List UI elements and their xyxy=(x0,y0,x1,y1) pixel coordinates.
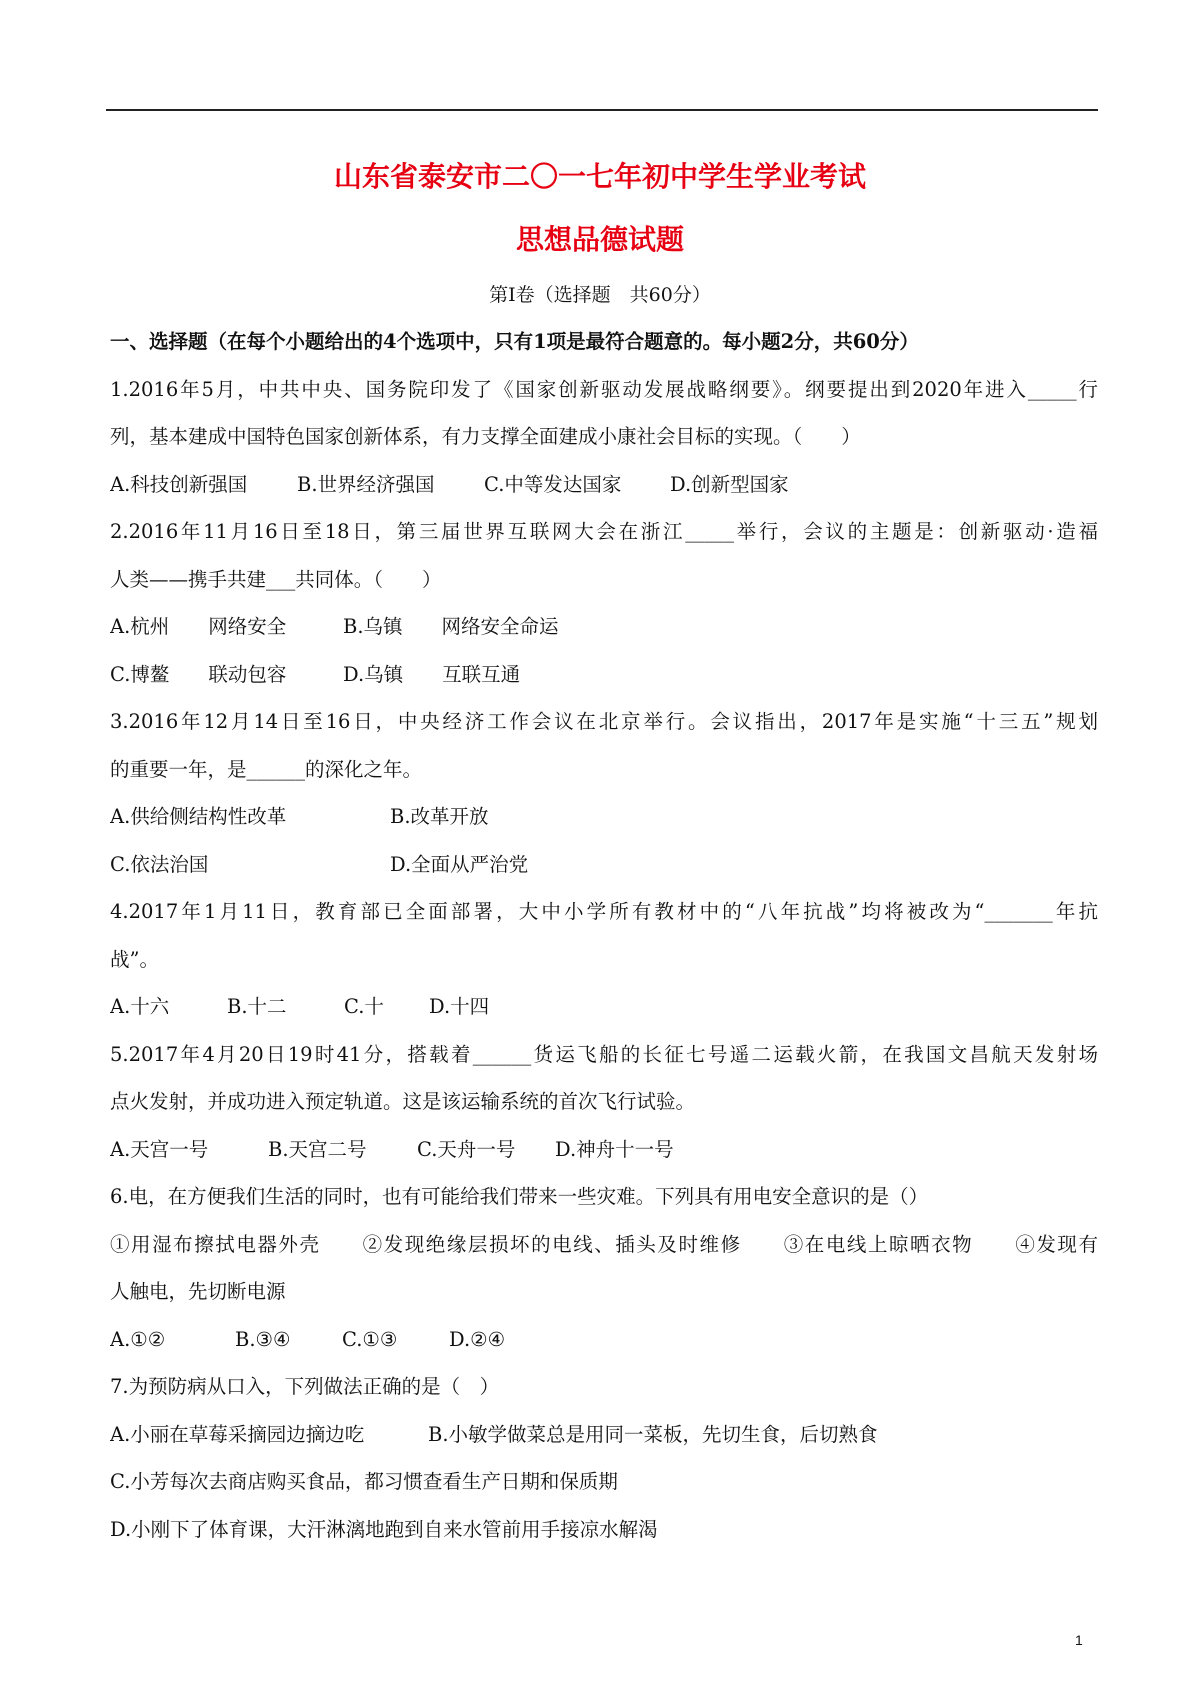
option-a: A.十六 xyxy=(110,995,170,1018)
option-c: C.博鳌 联动包容 xyxy=(110,662,287,686)
question-7-stem: 7.为预防病从口入，下列做法正确的是（ ） xyxy=(110,1375,500,1398)
question-3-options-row2 xyxy=(110,848,1098,896)
question-4-options xyxy=(110,990,1098,1038)
option-d: D.全面从严治党 xyxy=(390,852,529,876)
option-c: C.依法治国 xyxy=(110,852,209,876)
option-a: A.①② xyxy=(110,1327,166,1351)
question-body xyxy=(110,325,1098,1560)
question-7-options-row1 xyxy=(110,1418,1098,1466)
question-2-options-row2 xyxy=(110,658,1098,706)
option-d: D.神舟十一号 xyxy=(555,1137,674,1161)
option-a: A.天宫一号 xyxy=(110,1137,209,1161)
option-c: C.十 xyxy=(344,995,384,1018)
option-c: C.中等发达国家 xyxy=(484,472,622,496)
question-6-stem: 6.电，在方便我们生活的同时，也有可能给我们带来一些灾难。下列具有用电安全意识的是（） xyxy=(110,1185,929,1208)
option-b: B.世界经济强国 xyxy=(297,472,435,496)
question-6-stem-cont2: 人触电，先切断电源 xyxy=(110,1280,286,1303)
question-6-stem-cont: ①用湿布擦拭电器外壳 ②发现绝缘层损坏的电线、插头及时维修 ③在电线上晾晒衣物 ④发现有 xyxy=(110,1232,1098,1256)
question-1-stem: 1.2016年5月，中共中央、国务院印发了《国家创新驱动发展战略纲要》。纲要提出到2020年进入_____行 xyxy=(110,377,1098,401)
header-rule xyxy=(106,109,1098,111)
option-d: D.创新型国家 xyxy=(670,472,789,496)
question-1-stem-cont: 列，基本建成中国特色国家创新体系，有力支撑全面建成小康社会目标的实现。（ ） xyxy=(110,425,861,448)
question-2-stem: 2.2016年11月16日至18日，第三届世界互联网大会在浙江_____举行，会议的主题是：创新驱动·造福 xyxy=(110,520,1098,543)
question-4-stem-cont: 战”。 xyxy=(110,947,159,971)
question-3-options-row1 xyxy=(110,800,1098,848)
page-number: 1 xyxy=(1075,1632,1083,1648)
option-b: B.乌镇 网络安全命运 xyxy=(343,615,559,638)
question-2-stem-cont: 人类——携手共建___共同体。（ ） xyxy=(110,567,442,591)
question-5-stem: 5.2017年4月20日19时41分，搭载着______货运飞船的长征七号遥二运载火箭，在我国文昌航天发射场 xyxy=(110,1042,1098,1066)
question-7-option-c: C.小芳每次去商店购买食品，都习惯查看生产日期和保质期 xyxy=(110,1470,618,1493)
question-7-option-d: D.小刚下了体育课，大汗淋漓地跑到自来水管前用手接凉水解渴 xyxy=(110,1517,658,1541)
option-a: A.杭州 网络安全 xyxy=(110,615,287,638)
option-a: A.科技创新强国 xyxy=(110,472,248,496)
option-d: D.②④ xyxy=(449,1327,506,1351)
option-b: B.改革开放 xyxy=(390,805,489,828)
section-heading: 一、选择题（在每个小题给出的4个选项中，只有1项是最符合题意的。每小题2分，共60分） xyxy=(110,330,919,353)
question-1-options xyxy=(110,468,1098,516)
option-b: B.天宫二号 xyxy=(268,1137,367,1161)
option-d: D.十四 xyxy=(429,995,490,1018)
question-5-stem-cont: 点火发射，并成功进入预定轨道。这是该运输系统的首次飞行试验。 xyxy=(110,1090,696,1113)
question-6-options xyxy=(110,1323,1098,1371)
question-3-stem-cont: 的重要一年，是______的深化之年。 xyxy=(110,757,423,781)
option-d: D.乌镇 互联互通 xyxy=(343,662,521,686)
option-a: A.小丽在草莓采摘园边摘边吃 xyxy=(110,1422,365,1446)
exam-subject-title: 思想品德试题 xyxy=(515,223,684,256)
option-a: A.供给侧结构性改革 xyxy=(110,805,287,828)
option-c: C.①③ xyxy=(342,1327,398,1351)
question-5-options xyxy=(110,1133,1098,1181)
question-2-options-row1 xyxy=(110,610,1098,658)
part-heading: 第Ⅰ卷（选择题 共60分） xyxy=(489,284,711,306)
question-3-stem: 3.2016年12月14日至16日，中央经济工作会议在北京举行。会议指出，2017年是实施“十三五”规划 xyxy=(110,710,1098,733)
option-b: B.小敏学做菜总是用同一菜板，先切生食，后切熟食 xyxy=(428,1422,878,1446)
option-c: C.天舟一号 xyxy=(417,1137,516,1161)
question-4-stem: 4.2017年1月11日，教育部已全面部署，大中小学所有教材中的“八年抗战”均将被改为“_______年抗 xyxy=(110,900,1098,923)
option-b: B.③④ xyxy=(235,1327,291,1351)
option-b: B.十二 xyxy=(227,995,287,1018)
exam-title: 山东省泰安市二〇一七年初中学生学业考试 xyxy=(333,160,866,193)
